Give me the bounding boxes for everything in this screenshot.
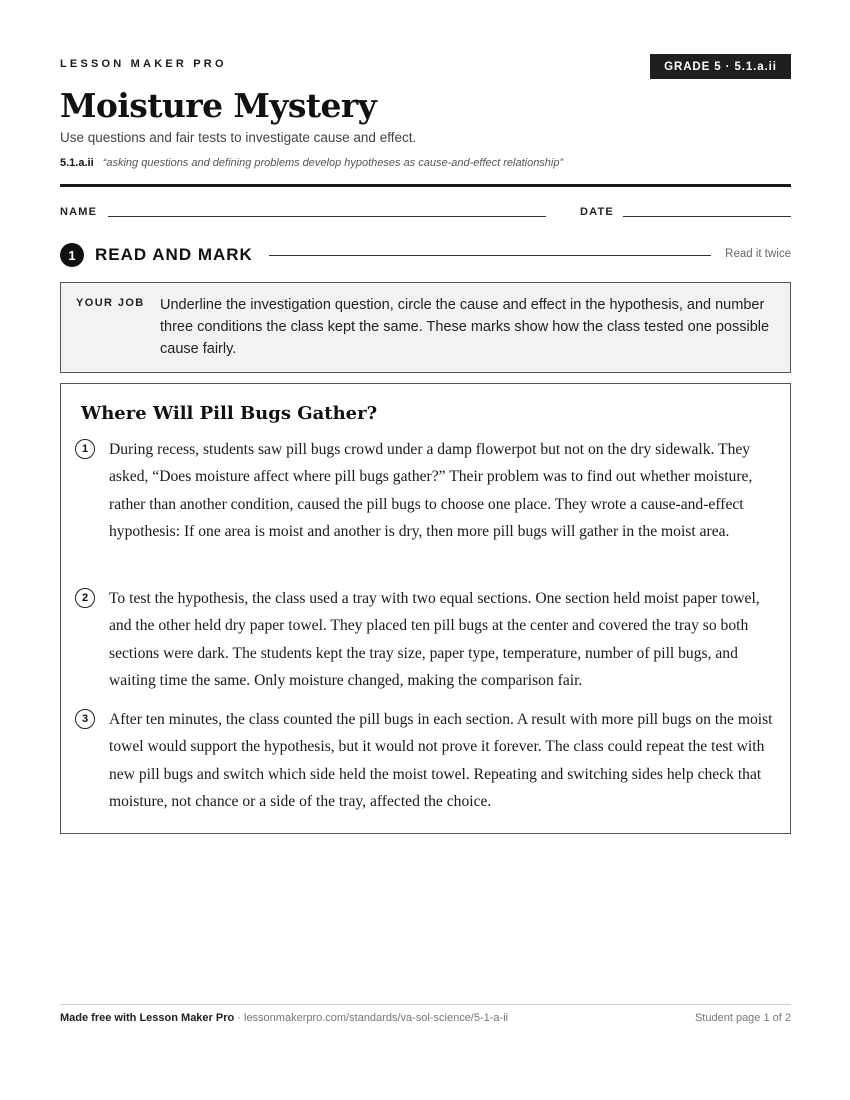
job-text: Underline the investigation question, circle the cause and effect in the hypothesis, and number three conditions the class kept the same. These marks show how the class tested one possible cause fairly. — [160, 297, 770, 357]
paragraph-3: After ten minutes, the class counted the pill bugs in each section. A result with more pill bugs on the moist towel would support the hypothesis, but it would not prove it forever. The class could repeat the test with new pill bugs and switch which side held the moist towel. Repeating and switching sides help check that moisture, not chance or a side of the tray, affected the choice. — [109, 711, 773, 810]
section-title: READ AND MARK — [95, 245, 253, 264]
name-field[interactable] — [108, 216, 546, 217]
paragraph-number-1: 1 — [75, 439, 95, 459]
footer-url[interactable]: · lessonmakerpro.com/standards/va-sol-science/5-1-a-ii — [234, 1012, 509, 1024]
date-field[interactable] — [623, 216, 791, 217]
worksheet-page — [60, 0, 791, 1100]
section-header — [60, 243, 791, 267]
reading-passage — [60, 383, 791, 834]
paragraph-1: During recess, students saw pill bugs crowd under a damp flowerpot but not on the dry sidewalk. They asked, “Does moisture affect where pill bugs gather?” Their problem was to find out whether moisture, rather than another condition, caused the pill bugs to choose one place. They wrote a cause-and-effect hypothesis: If one area is moist and another is dry, then more pill bugs will gather in the moist area. — [109, 441, 753, 540]
paragraph-2: To test the hypothesis, the class used a tray with two equal sections. One section held moist paper towel, and the other held dry paper towel. They placed ten pill bugs at the center and covered the tray so both sections were dark. The students kept the tray size, paper type, temperature, number of pill bugs, and waiting time the same. Only moisture changed, making the comparison fair. — [109, 590, 760, 689]
standard-line — [60, 157, 563, 169]
header-divider — [60, 184, 791, 187]
section-number-badge: 1 — [60, 243, 84, 267]
footer-page-number: Student page 1 of 2 — [694, 1012, 791, 1024]
grade-badge: GRADE 5 · 5.1.a.ii — [650, 54, 791, 79]
page-title: Moisture Mystery — [60, 86, 377, 125]
job-label: YOUR JOB — [76, 297, 145, 309]
job-instructions-box — [60, 282, 791, 373]
section-note: Read it twice — [725, 248, 791, 260]
brand-name: LESSON MAKER PRO — [60, 58, 227, 70]
paragraph-number-3: 3 — [75, 709, 95, 729]
footer-divider — [60, 1004, 791, 1005]
passage-title: Where Will Pill Bugs Gather? — [81, 403, 378, 424]
footer-credit — [60, 1012, 508, 1024]
standard-text: “asking questions and defining problems develop hypotheses as cause-and-effect relationship” — [102, 157, 564, 169]
paragraph-number-2: 2 — [75, 588, 95, 608]
date-label: DATE — [580, 206, 614, 218]
standard-code: 5.1.a.ii — [60, 157, 94, 169]
page-subtitle: Use questions and fair tests to investigate cause and effect. — [60, 130, 417, 145]
section-divider — [269, 255, 711, 256]
name-label: NAME — [60, 206, 98, 218]
footer-made-with: Made free with Lesson Maker Pro — [60, 1012, 235, 1024]
